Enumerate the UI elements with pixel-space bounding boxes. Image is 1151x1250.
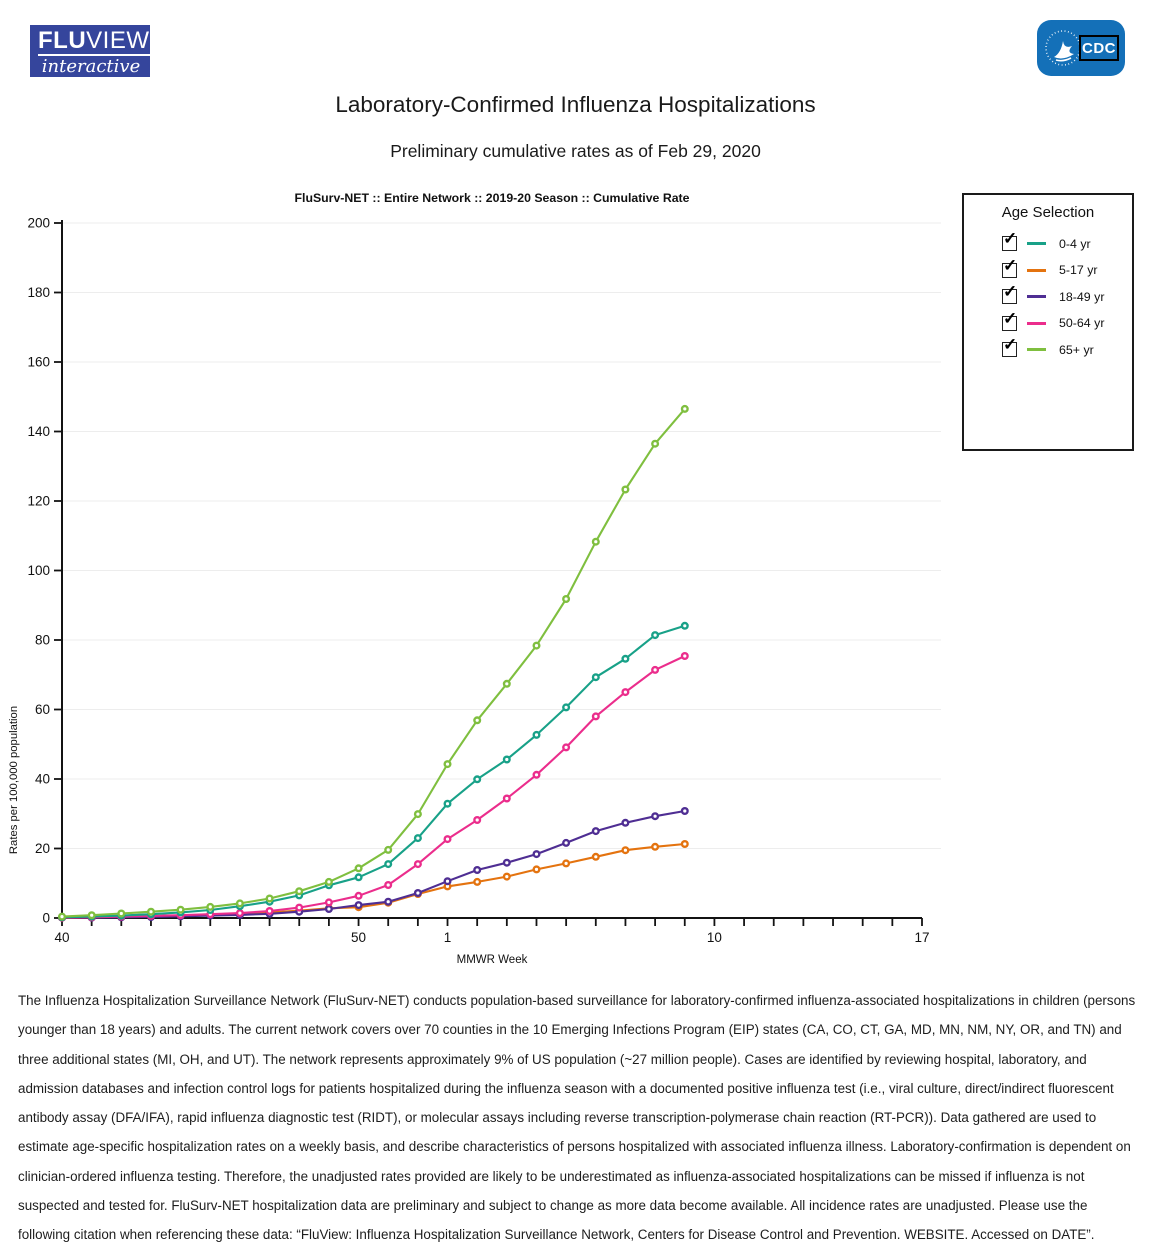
fluview-wordmark-view: VIEW [86,27,150,54]
checkbox-5-17[interactable] [1002,255,1018,278]
legend-swatch-65plus [1027,348,1046,351]
svg-text:120: 120 [27,493,50,509]
cdc-wordmark: CDC [1079,35,1119,61]
age-selection-title: Age Selection [1001,204,1095,221]
age-row-65plus [1002,335,1132,357]
page-subtitle: Preliminary cumulative rates as of Feb 29, 2020 [390,141,761,161]
fluview-logo[interactable] [30,25,150,77]
page-title: Laboratory-Confirmed Influenza Hospitalizations [335,92,816,117]
fluview-tagline: interactive [41,56,141,77]
svg-text:100: 100 [27,563,50,578]
legend-swatch-5-17 [1027,269,1046,272]
line-chart-canvas[interactable] [0,210,945,970]
checkbox-18-49[interactable] [1002,282,1018,304]
svg-text:80: 80 [34,632,50,648]
checkmark-icon: ✓ [1003,335,1018,354]
svg-text:MMWR Week: MMWR Week [456,954,528,966]
svg-text:20: 20 [34,841,50,856]
checkbox-65plus[interactable] [1002,335,1018,357]
checkbox-0-4[interactable] [1002,229,1018,251]
age-selection-list [964,229,1132,357]
legend-label: 65+ yr [1059,342,1094,357]
svg-text:160: 160 [27,354,50,370]
checkmark-icon: ✓ [1003,308,1018,328]
svg-text:1: 1 [443,930,452,945]
svg-text:60: 60 [34,702,50,717]
svg-text:200: 200 [27,215,50,231]
legend-label: 5-17 yr [1059,263,1098,277]
fluview-wordmark-flu: FLU [38,27,87,54]
age-selection-panel [962,193,1134,451]
legend-label: 50-64 yr [1059,316,1105,330]
y-axis-label: Rates per 100,000 population [8,705,20,855]
footer-description: The Influenza Hospitalization Surveillance Network (FluSurv-NET) conducts population-based surveillance for laboratory-confirmed influenza-associated hospitalizations in children (persons younger than 18 years) and adults. The current network covers over 70 counties in the 10 Emerging Infections Program (EIP) states (CA, CO, CT, GA, MD, MN, NM, NY, OR, and TN) and three additional states (MI, OH, and UT). The network represents approximately 9% of US population (~27 million people). Cases are identified by reviewing hospital, laboratory, and admission databases and infection control logs for patients hospitalized during the influenza season with a documented positive influenza test (i.e., viral culture, direct/indirect fluorescent antibody assay (DFA/IFA), rapid influenza diagnostic test (RIDT), or molecular assays including reverse transcription-polymerase chain reaction (RT-PCR)). Data gathered are used to estimate age-specific hospitalization rates on a weekly basis, and describe characteristics of persons hospitalized with associated influenza illness. Laboratory-confirmation is dependent on clinician-ordered influenza testing. Therefore, the unadjusted rates provided are likely to be underestimated as influenza-associated hospitalizations can be missed if influenza is not suspected and tested for. FluSurv-NET hospitalization data are preliminary and subject to change as more data become available. All incidence rates are unadjusted. Please use the following citation when referencing these data: “FluView: Influenza Hospitalization Surveillance Network, Centers for Disease Control and Prevention. WEBSITE. Accessed on DATE”. [18,993,1136,1243]
legend-swatch-18-49 [1027,295,1046,298]
checkbox-50-64[interactable] [1002,308,1018,331]
legend-swatch-50-64 [1027,322,1046,325]
svg-text:140: 140 [27,424,50,439]
checkmark-icon: ✓ [1003,282,1018,301]
age-row-0-4 [1002,229,1132,251]
svg-text:180: 180 [27,285,50,300]
age-row-50-64 [1002,308,1132,331]
cdc-logo[interactable] [1037,20,1125,76]
fluview-wordmark [38,29,154,56]
age-row-18-49 [1002,282,1132,304]
svg-text:40: 40 [34,771,50,787]
checkmark-icon: ✓ [1003,229,1018,248]
svg-text:17: 17 [914,930,930,945]
legend-label: 18-49 yr [1059,289,1105,304]
svg-text:0: 0 [42,910,50,926]
svg-text:40: 40 [54,930,70,945]
age-row-5-17 [1002,255,1132,278]
legend-swatch-0-4 [1027,242,1046,245]
legend-label: 0-4 yr [1059,236,1091,251]
line-chart[interactable] [0,210,945,970]
svg-text:10: 10 [706,930,722,945]
checkmark-icon: ✓ [1003,255,1018,275]
svg-text:50: 50 [351,930,367,945]
chart-caption: FluSurv-NET :: Entire Network :: 2019-20 Season :: Cumulative Rate [294,191,690,205]
